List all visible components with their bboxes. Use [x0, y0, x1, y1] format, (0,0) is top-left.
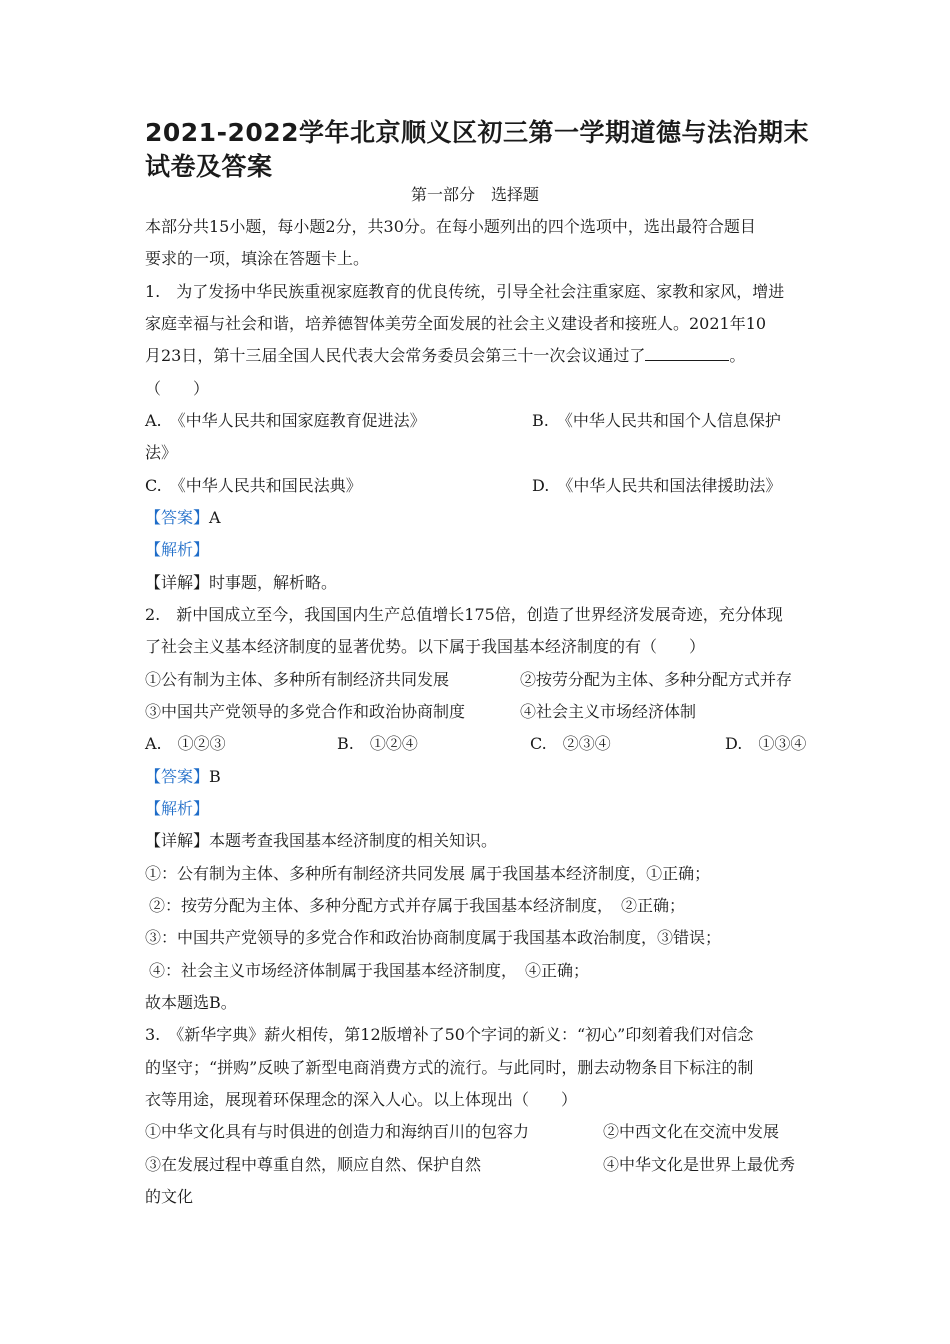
q3-stem-line-3: 衣等用途，展现着环保理念的深入人心。以上体现出（ ） — [145, 1090, 578, 1109]
answer-value: A — [209, 508, 221, 527]
q3-stem-line-2: 的坚守；“拼购”反映了新型电商消费方式的流行。与此同时，删去动物条目下标注的制 — [145, 1058, 754, 1077]
q1-detail: 【详解】时事题，解析略。 — [145, 573, 338, 592]
q1-option-b: B. 《中华人民共和国个人信息保护 — [532, 411, 781, 430]
q2-option-a: A. ①②③ — [145, 734, 226, 753]
document-title: 2021-2022学年北京顺义区初三第一学期道德与法治期末试卷及答案 — [145, 118, 810, 181]
q2-item-3: ③中国共产党领导的多党合作和政治协商制度 — [145, 702, 466, 721]
answer-value: B — [209, 767, 221, 786]
q1-stem-line-2: 家庭幸福与社会和谐，培养德智体美劳全面发展的社会主义建设者和接班人。2021年10 — [145, 314, 767, 333]
q2-stem-line-1: 2. 新中国成立至今，我国国内生产总值增长175倍，创造了世界经济发展奇迹，充分体现 — [145, 605, 783, 624]
q1-option-c: C. 《中华人民共和国民法典》 — [145, 476, 362, 495]
answer-label: 【答案】 — [145, 508, 210, 527]
answer-label: 【答案】 — [145, 767, 210, 786]
q1-option-d: D. 《中华人民共和国法律援助法》 — [532, 476, 782, 495]
q1-option-b-cont: 法》 — [145, 443, 178, 462]
q2-item-2: ②按劳分配为主体、多种分配方式并存 — [520, 670, 793, 689]
q2-option-d: D. ①③④ — [725, 734, 807, 753]
q2-detail-3: ②：按劳分配为主体、多种分配方式并存属于我国基本经济制度， ②正确； — [149, 896, 686, 915]
section-heading: 第一部分 选择题 — [410, 185, 539, 204]
q3-item-2: ②中西文化在交流中发展 — [603, 1122, 780, 1141]
q3-item-4: ④中华文化是世界上最优秀 — [603, 1155, 796, 1174]
answer-blank — [645, 346, 729, 361]
q2-detail-2: ①：公有制为主体、多种所有制经济共同发展 属于我国基本经济制度，①正确； — [145, 864, 711, 883]
q1-stem-line-3 — [145, 346, 745, 366]
q2-detail-1: 【详解】本题考查我国基本经济制度的相关知识。 — [145, 831, 498, 850]
intro-line-2: 要求的一项，填涂在答题卡上。 — [145, 249, 370, 268]
q1-analysis-label: 【解析】 — [145, 540, 210, 559]
q1-stem-line-1: 1. 为了发扬中华民族重视家庭教育的优良传统，引导全社会注重家庭、家教和家风，增进 — [145, 282, 785, 301]
q1-stem-end: 。 — [729, 346, 746, 365]
q3-item-4-cont: 的文化 — [145, 1187, 194, 1206]
q3-item-3: ③在发展过程中尊重自然，顺应自然、保护自然 — [145, 1155, 482, 1174]
q1-paren: （ ） — [145, 379, 210, 398]
q2-option-c: C. ②③④ — [530, 734, 611, 753]
q2-detail-6: 故本题选B。 — [145, 993, 237, 1012]
intro-line-1: 本部分共15小题，每小题2分，共30分。在每小题列出的四个选项中，选出最符合题目 — [145, 217, 756, 236]
q2-item-4: ④社会主义市场经济体制 — [520, 702, 697, 721]
q2-analysis-label: 【解析】 — [145, 799, 210, 818]
q2-detail-4: ③：中国共产党领导的多党合作和政治协商制度属于我国基本政治制度，③错误； — [145, 928, 722, 947]
q2-stem-line-2: 了社会主义基本经济制度的显著优势。以下属于我国基本经济制度的有（ ） — [145, 637, 706, 656]
q1-stem-text: 月23日，第十三届全国人民代表大会常务委员会第三十一次会议通过了 — [145, 346, 646, 365]
q3-item-1: ①中华文化具有与时俱进的创造力和海纳百川的包容力 — [145, 1122, 530, 1141]
q2-answer — [145, 767, 221, 787]
q2-option-b: B. ①②④ — [337, 734, 418, 753]
q2-detail-5: ④：社会主义市场经济体制属于我国基本经济制度， ④正确； — [149, 961, 590, 980]
q3-stem-line-1: 3. 《新华字典》薪火相传，第12版增补了50个字词的新义：“初心”印刻着我们对信念 — [145, 1025, 754, 1044]
q1-option-a: A. 《中华人民共和国家庭教育促进法》 — [145, 411, 426, 430]
q2-item-1: ①公有制为主体、多种所有制经济共同发展 — [145, 670, 450, 689]
q1-answer — [145, 508, 221, 528]
